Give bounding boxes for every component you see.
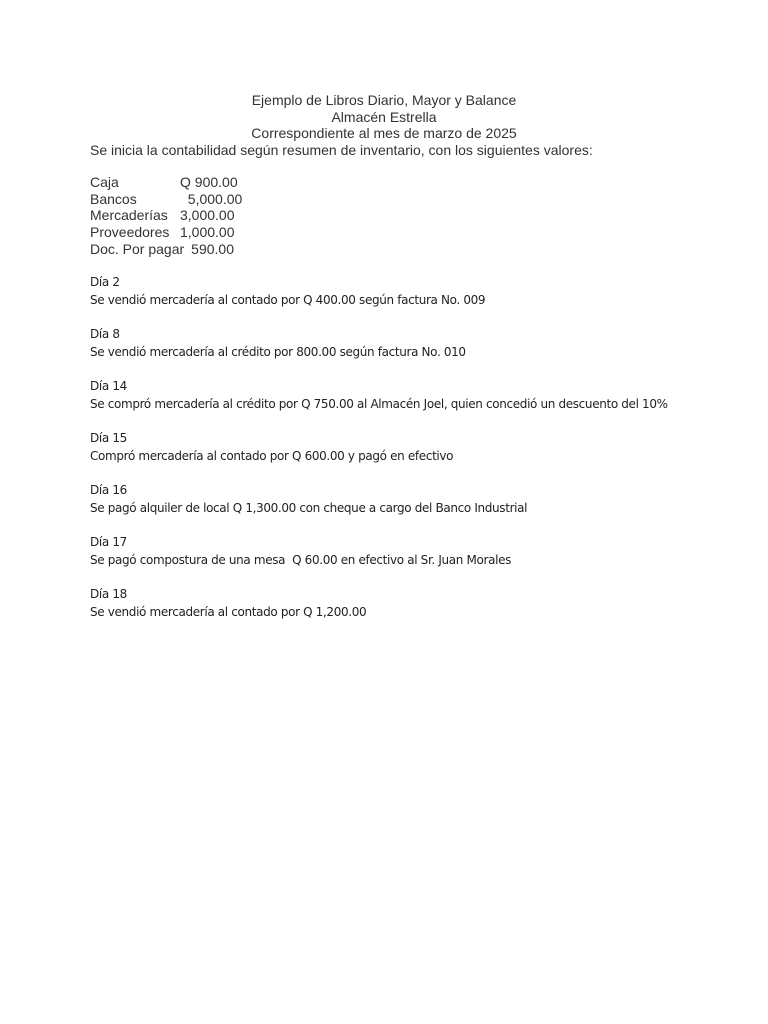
list-item: [90, 586, 668, 621]
entry-day: Día 18: [90, 587, 127, 601]
document-header: [0, 92, 768, 142]
list-item: [90, 430, 668, 465]
entry-day: Día 16: [90, 483, 127, 497]
inventory-value: Q 900.00: [180, 174, 238, 190]
list-item: [90, 274, 668, 309]
entry-day: Día 17: [90, 535, 127, 549]
list-item: [90, 326, 668, 361]
entry-description: Se compró mercadería al crédito por Q 750.00 al Almacén Joel, quien concedió un descuento del 10%: [90, 396, 668, 411]
period-line: Correspondiente al mes de marzo de 2025: [251, 125, 517, 141]
document-title: Ejemplo de Libros Diario, Mayor y Balance: [251, 92, 517, 108]
company-name: Almacén Estrella: [331, 108, 437, 125]
journal-entries: [90, 274, 668, 638]
inventory-row: [90, 207, 242, 224]
entry-description: Compró mercadería al contado por Q 600.00 y pagó en efectivo: [90, 448, 454, 463]
entry-day: Día 14: [90, 379, 127, 393]
inventory-label: Doc. Por pagar: [90, 240, 185, 257]
list-item: [90, 534, 668, 569]
inventory-row: [90, 174, 242, 191]
inventory-label: Proveedores: [90, 224, 170, 241]
list-item: [90, 378, 668, 413]
entry-description: Se pagó alquiler de local Q 1,300.00 con cheque a cargo del Banco Industrial: [90, 500, 528, 515]
entry-day: Día 15: [90, 431, 127, 445]
inventory-row: [90, 191, 242, 208]
entry-description: Se vendió mercadería al contado por Q 400.00 según factura No. 009: [90, 292, 486, 307]
entry-description: Se vendió mercadería al crédito por 800.00 según factura No. 010: [90, 344, 466, 359]
inventory-row: [90, 241, 242, 258]
entry-description: Se vendió mercadería al contado por Q 1,200.00: [90, 604, 367, 619]
inventory-row: [90, 224, 242, 241]
entry-day: Día 8: [90, 327, 120, 341]
entry-day: Día 2: [90, 275, 120, 289]
inventory-value: 5,000.00: [180, 190, 243, 207]
intro-text: Se inicia la contabilidad según resumen de inventario, con los siguientes valores:: [90, 142, 593, 158]
inventory-label: Bancos: [90, 190, 137, 207]
inventory-value: 1,000.00: [180, 224, 235, 241]
inventory-label: Caja: [90, 174, 119, 190]
inventory-list: [90, 174, 242, 258]
inventory-value: 3,000.00: [180, 207, 235, 224]
entry-description: Se pagó compostura de una mesa Q 60.00 en efectivo al Sr. Juan Morales: [90, 552, 512, 567]
inventory-value: 590.00: [191, 240, 234, 257]
list-item: [90, 482, 668, 517]
inventory-label: Mercaderías: [90, 207, 168, 224]
